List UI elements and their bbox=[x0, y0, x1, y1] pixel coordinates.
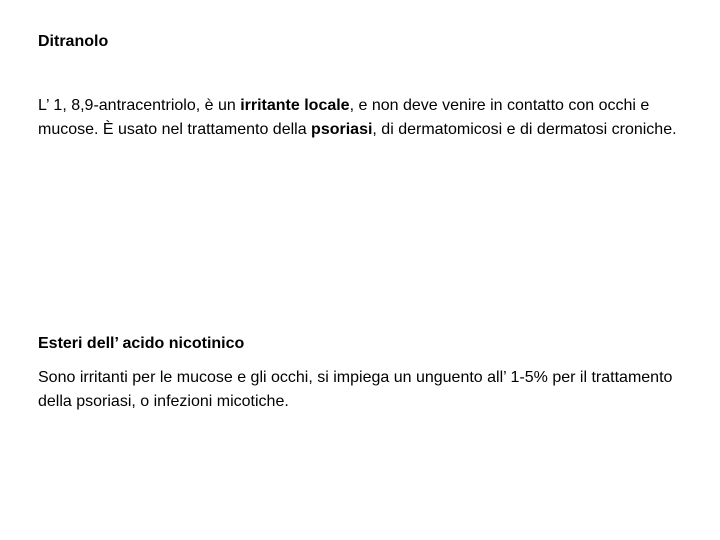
body-bold-text: psoriasi bbox=[311, 121, 373, 138]
body-text: L’ 1, 8,9-antracentriolo, è un bbox=[38, 97, 241, 114]
section-title-ditranolo: Ditranolo bbox=[38, 33, 109, 50]
body-bold-text: irritante locale bbox=[240, 97, 350, 114]
body-text: , di dermatomicosi e di dermatosi croniche. bbox=[372, 121, 677, 138]
section-body-ditranolo bbox=[38, 94, 688, 142]
section-title-esteri: Esteri dell’ acido nicotinico bbox=[38, 335, 245, 352]
section-body-esteri: Sono irritanti per le mucose e gli occhi, si impiega un unguento all’ 1-5% per il trattamento della psoriasi, o infezioni micotiche. bbox=[38, 369, 673, 410]
body-text: , e non deve venire in contatto con occhi e mucose. È usato nel trattamento della bbox=[38, 97, 650, 138]
